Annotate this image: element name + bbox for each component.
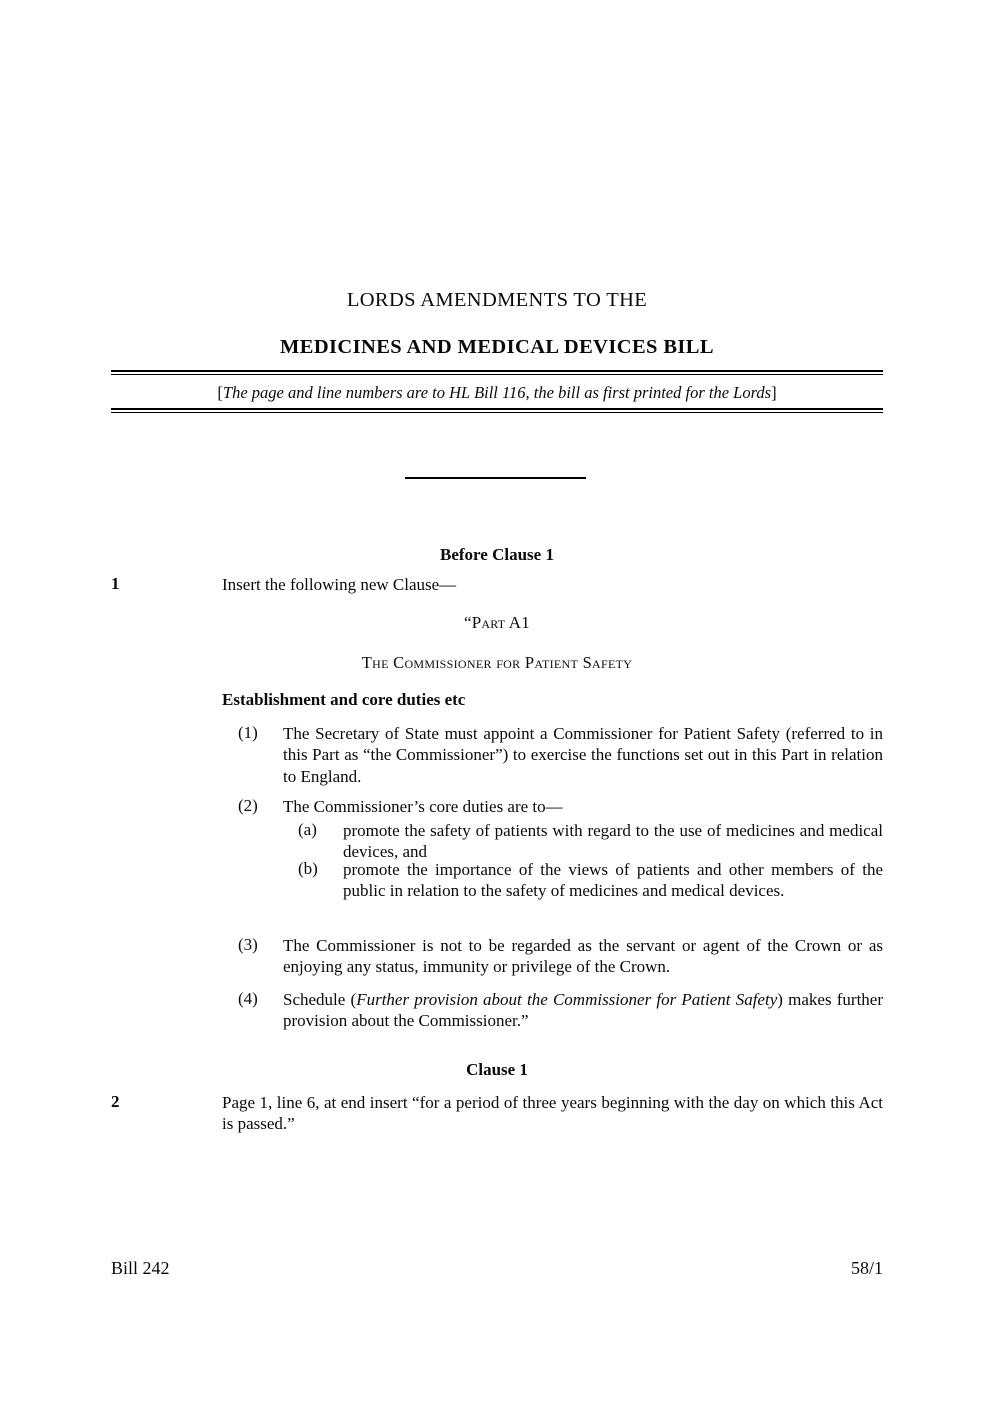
amendment-lead-in: Insert the following new Clause— — [222, 575, 457, 594]
paragraph-text: promote the importance of the views of patients and other members of the public in relation to the safety of medicines and medical devices. — [343, 860, 883, 901]
amendment-number: 1 — [111, 574, 120, 593]
amendment-text: Page 1, line 6, at end insert “for a period of three years beginning with the day on which this Act is passed.” — [222, 1093, 883, 1134]
subsection-3 — [238, 935, 883, 978]
amendment-number: 2 — [111, 1092, 120, 1111]
subsection-1 — [238, 723, 883, 787]
paragraph-number: (b) — [298, 859, 318, 878]
paragraph-a — [298, 820, 883, 863]
subsection-text: The Secretary of State must appoint a Commissioner for Patient Safety (referred to in this Part as “the Commissioner”) to exercise the functions set out in this Part in relation to England. — [283, 724, 883, 786]
amendment-1 — [111, 574, 883, 595]
footer-page-number: 58/1 — [850, 1258, 883, 1278]
page-line-numbers-note — [111, 383, 883, 403]
subsection-text-before-italic: Schedule ( — [283, 990, 357, 1009]
document-title-block — [111, 288, 883, 360]
footer-bill-number: Bill 242 — [111, 1258, 170, 1278]
paragraph-b — [298, 859, 883, 902]
amendment-2 — [111, 1092, 883, 1135]
rule-thick-line — [111, 370, 883, 372]
part-a1-heading: “Part A1 — [464, 613, 530, 632]
subsection-text: The Commissioner’s core duties are to— — [283, 797, 563, 816]
heading-clause-1: Clause 1 — [466, 1060, 528, 1079]
header-rule-top — [111, 370, 883, 375]
schedule-title-italic: Further provision about the Commissioner for Patient Safety — [356, 990, 778, 1009]
subsection-text: The Commissioner is not to be regarded as the servant or agent of the Crown or as enjoying any status, immunity or privilege of the Crown. — [283, 936, 883, 977]
rule-thick-line — [111, 408, 883, 410]
note-text: The page and line numbers are to HL Bill 116, the bill as first printed for the Lords — [222, 383, 772, 402]
subsection-text — [283, 989, 883, 1032]
rule-thin-line — [111, 412, 883, 413]
subsection-text-after-italic: ) makes further provision about the Commissioner.” — [283, 990, 884, 1031]
subsection-2 — [238, 796, 883, 901]
note-close-bracket: ] — [771, 383, 777, 402]
paragraph-text: promote the safety of patients with regard to the use of medicines and medical devices, and — [343, 821, 883, 862]
rule-thin-line — [111, 374, 883, 375]
header-rule-bottom — [111, 408, 883, 413]
subsection-number: (3) — [238, 935, 258, 954]
document-title-line-1: LORDS AMENDMENTS TO THE — [346, 289, 648, 311]
note-open-bracket: [ — [217, 383, 223, 402]
establishment-and-core-duties-heading: Establishment and core duties etc — [222, 690, 466, 709]
document-title-line-2: MEDICINES AND MEDICAL DEVICES BILL — [280, 335, 714, 358]
subsection-number: (1) — [238, 723, 258, 742]
subsection-number: (4) — [238, 989, 258, 1008]
heading-before-clause-1: Before Clause 1 — [440, 545, 554, 564]
paragraph-number: (a) — [298, 820, 317, 839]
subsection-4 — [238, 989, 883, 1032]
subsection-number: (2) — [238, 796, 258, 815]
commissioner-for-patient-safety-heading: The Commissioner for Patient Safety — [361, 653, 633, 672]
section-divider-rule — [405, 477, 586, 479]
